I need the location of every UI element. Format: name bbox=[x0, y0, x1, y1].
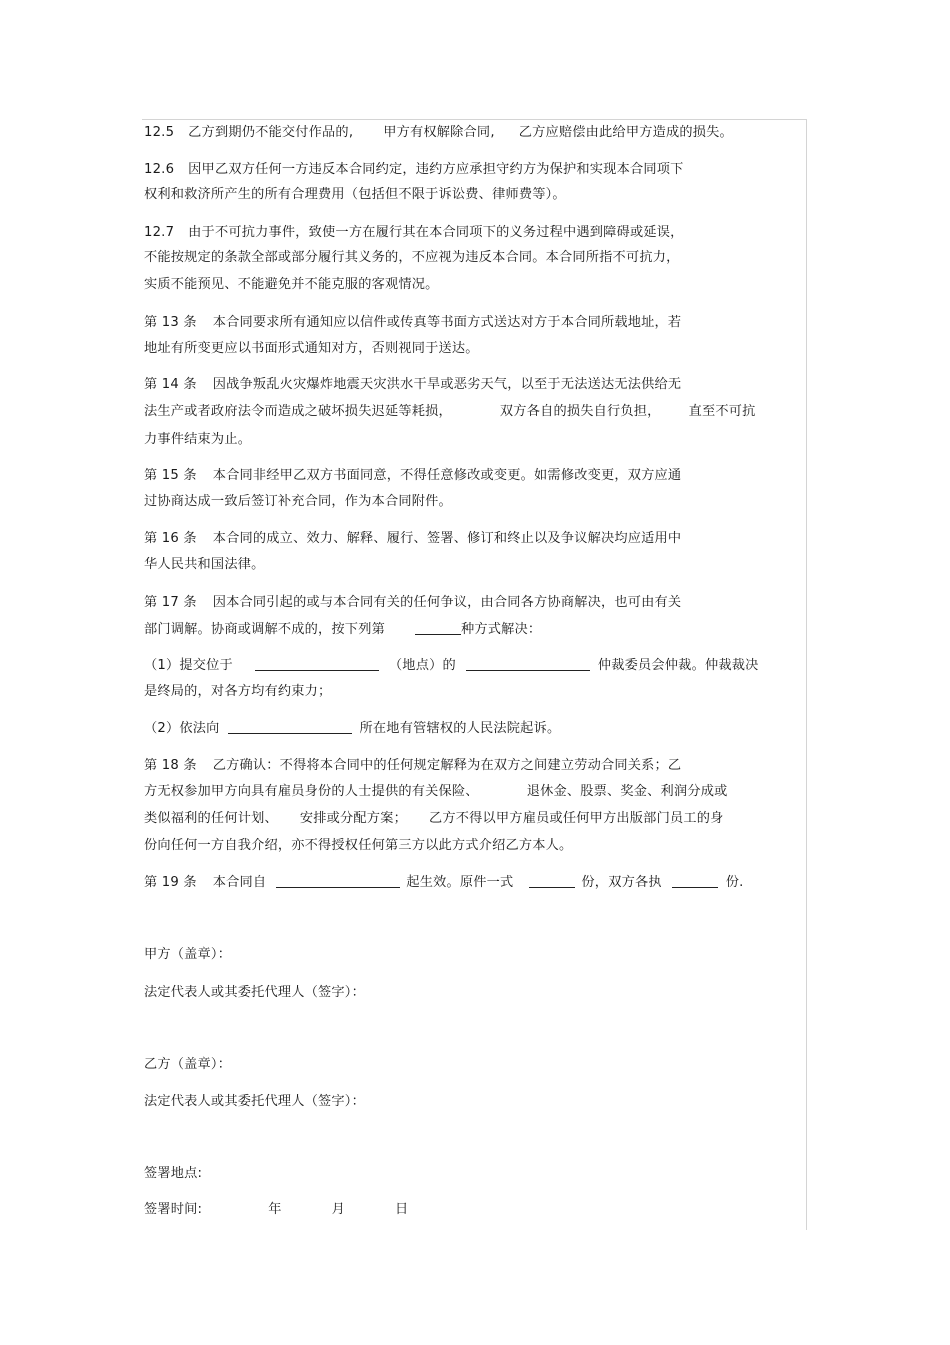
article-text: 份. bbox=[725, 875, 744, 890]
original-copies-blank[interactable] bbox=[529, 874, 575, 888]
article-text: 本合同的成立、效力、解释、履行、签署、修订和终止以及争议解决均应适用中 bbox=[212, 531, 682, 546]
option-text: 所在地有管辖权的人民法院起诉。 bbox=[359, 721, 561, 736]
article-number: 第 16 条 bbox=[144, 531, 197, 546]
option-text: 仲裁委员会仲裁。仲裁裁决 bbox=[597, 658, 759, 673]
article-15-line-2: 过协商达成一致后签订补充合同，作为本合同附件。 bbox=[144, 494, 452, 509]
clause-text: 由于不可抗力事件，致使一方在履行其在本合同项下的义务过程中遇到障碍或延误， bbox=[188, 225, 684, 240]
clause-12-7-line-2: 不能按规定的条款全部或部分履行其义务的，不应视为违反本合同。本合同所指不可抗力， bbox=[144, 250, 680, 265]
option-1-line-1 bbox=[144, 657, 759, 674]
option-text: （2）依法向 bbox=[144, 721, 220, 736]
party-b-seal-label: 乙方（盖章）： bbox=[144, 1057, 232, 1072]
clause-text: 甲方有权解除合同, bbox=[383, 125, 495, 140]
article-text: 种方式解决： bbox=[460, 622, 542, 637]
article-text: 本合同非经甲乙双方书面同意，不得任意修改或变更。如需修改变更，双方应通 bbox=[212, 468, 682, 483]
article-text: 乙方不得以甲方雇员或任何甲方出版部门员工的身 bbox=[428, 811, 724, 826]
article-number: 第 15 条 bbox=[144, 468, 197, 483]
article-18-line-3 bbox=[144, 811, 724, 827]
clause-12-6-line-1 bbox=[144, 162, 684, 178]
clause-text: 因甲乙双方任何一方违反本合同约定，违约方应承担守约方为保护和实现本合同项下 bbox=[188, 162, 684, 177]
article-text: 份，双方各执 bbox=[581, 875, 662, 890]
clause-12-7-line-3: 实质不能预见、不能避免并不能克服的客观情况。 bbox=[144, 277, 439, 292]
arbitration-location-blank[interactable] bbox=[255, 657, 379, 671]
article-18-line-4: 份向任何一方自我介绍，亦不得授权任何第三方以此方式介绍乙方本人。 bbox=[144, 838, 573, 853]
option-1-line-2: 是终局的，对各方均有约束力； bbox=[144, 684, 332, 699]
article-number: 第 18 条 bbox=[144, 758, 197, 773]
article-text: 本合同要求所有通知应以信件或传真等书面方式送达对方于本合同所载地址，若 bbox=[212, 315, 682, 330]
article-text: 安排或分配方案； bbox=[299, 811, 407, 826]
method-number-blank[interactable] bbox=[415, 621, 461, 635]
clause-number: 12.5 bbox=[144, 125, 175, 140]
article-text: 直至不可抗 bbox=[688, 404, 756, 419]
option-text: （地点）的 bbox=[388, 658, 456, 673]
article-14-line-1 bbox=[144, 377, 681, 393]
article-text: 法生产或者政府法令而造成之破坏损失迟延等耗损， bbox=[144, 404, 452, 419]
article-text: 双方各自的损失自行负担， bbox=[499, 404, 661, 419]
article-text: 方无权参加甲方向具有雇员身份的人士提供的有关保险、 bbox=[144, 784, 479, 799]
article-13-line-2: 地址有所变更应以书面形式通知对方，否则视同于送达。 bbox=[144, 341, 479, 356]
clause-12-7-line-1 bbox=[144, 225, 684, 241]
article-16-line-2: 华人民共和国法律。 bbox=[144, 557, 265, 572]
party-b-representative-label: 法定代表人或其委托代理人（签字）： bbox=[144, 1094, 365, 1109]
copies-each-blank[interactable] bbox=[672, 874, 718, 888]
article-text: 起生效。原件一式 bbox=[406, 875, 514, 890]
article-19-line-1 bbox=[144, 874, 744, 891]
arbitration-commission-blank[interactable] bbox=[466, 657, 590, 671]
party-a-seal-label: 甲方（盖章）： bbox=[144, 947, 232, 962]
article-number: 第 14 条 bbox=[144, 377, 197, 392]
article-text: 因本合同引起的或与本合同有关的任何争议，由合同各方协商解决，也可由有关 bbox=[212, 595, 682, 610]
article-17-line-1 bbox=[144, 595, 681, 611]
month-label: 月 bbox=[331, 1202, 345, 1217]
article-number: 第 19 条 bbox=[144, 875, 197, 890]
article-15-line-1 bbox=[144, 468, 681, 484]
court-location-blank[interactable] bbox=[228, 720, 352, 734]
clause-number: 12.6 bbox=[144, 162, 175, 177]
party-a-representative-label: 法定代表人或其委托代理人（签字）： bbox=[144, 985, 365, 1000]
article-14-line-2 bbox=[144, 404, 756, 420]
signing-time-line bbox=[144, 1202, 408, 1218]
clause-text: 乙方应赔偿由此给甲方造成的损失。 bbox=[518, 125, 733, 140]
signing-time-label: 签署时间: bbox=[144, 1202, 203, 1217]
day-label: 日 bbox=[394, 1202, 409, 1217]
year-label: 年 bbox=[268, 1202, 282, 1217]
article-number: 第 13 条 bbox=[144, 315, 197, 330]
article-14-line-3: 力事件结束为止。 bbox=[144, 432, 252, 447]
clause-12-6-line-2: 权利和救济所产生的所有合理费用（包括但不限于诉讼费、律师费等）。 bbox=[144, 187, 566, 202]
article-17-line-2 bbox=[144, 621, 541, 638]
signing-place-label: 签署地点: bbox=[144, 1166, 203, 1181]
clause-number: 12.7 bbox=[144, 225, 175, 240]
option-text: （1）提交位于 bbox=[144, 658, 233, 673]
clause-12-5 bbox=[144, 125, 733, 141]
article-text: 本合同自 bbox=[212, 875, 267, 890]
article-number: 第 17 条 bbox=[144, 595, 197, 610]
clause-text: 乙方到期仍不能交付作品的, bbox=[188, 125, 354, 140]
article-16-line-1 bbox=[144, 531, 681, 547]
option-2-line-1 bbox=[144, 720, 560, 737]
article-text: 类似福利的任何计划、 bbox=[144, 811, 278, 826]
article-text: 退休金、股票、奖金、利润分成或 bbox=[526, 784, 728, 799]
article-text: 因战争叛乱火灾爆炸地震天灾洪水干旱或恶劣天气，以至于无法送达无法供给无 bbox=[212, 377, 682, 392]
article-13-line-1 bbox=[144, 315, 681, 331]
article-text: 乙方确认：不得将本合同中的任何规定解释为在双方之间建立劳动合同关系；乙 bbox=[212, 758, 682, 773]
article-text: 部门调解。协商或调解不成的，按下列第 bbox=[144, 622, 385, 637]
effective-date-blank[interactable] bbox=[276, 874, 400, 888]
article-18-line-1 bbox=[144, 758, 681, 774]
article-18-line-2 bbox=[144, 784, 728, 800]
